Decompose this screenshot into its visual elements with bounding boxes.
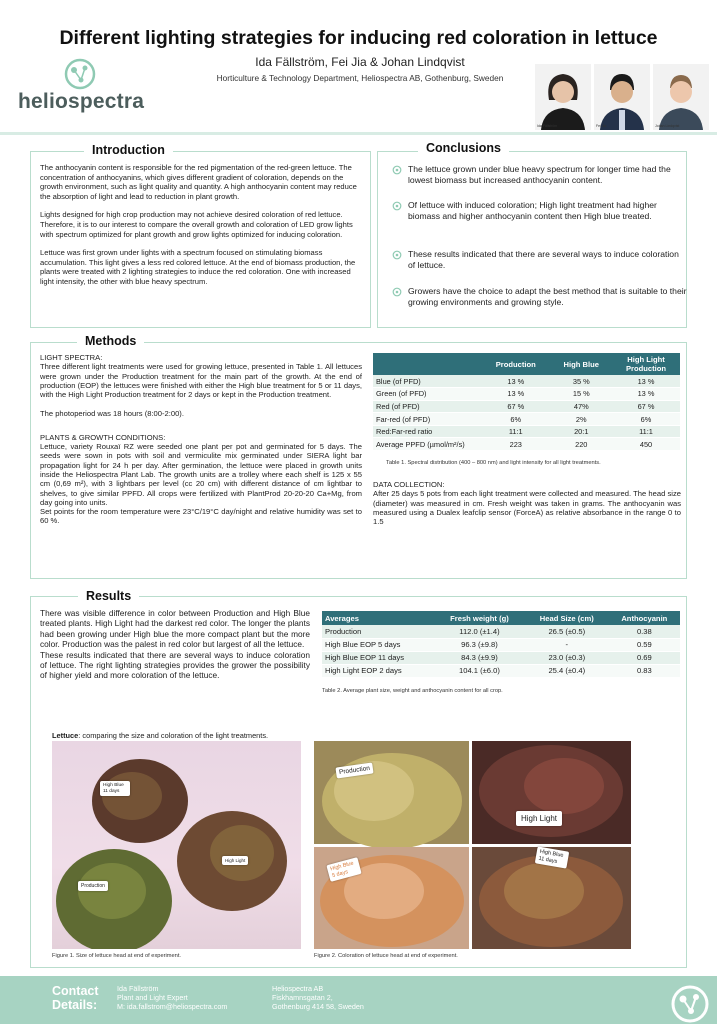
table-cell: 0.69	[609, 651, 680, 664]
introduction-paragraph: The anthocyanin content is responsible for the red pigmentation of the red-green lettuce. The concentration of anthocyanins, which gives different gradient of coloration, depends on the growth environment, such as light quality and quantity. A high anthocyanin content may reduce the absorption of light and lead to reduction in plant growth.	[40, 163, 357, 201]
conclusion-bullet	[392, 249, 688, 271]
fig2-label: High Blue 11 days	[535, 846, 569, 868]
table-row	[373, 400, 680, 413]
author-photo-2	[594, 64, 650, 130]
conclusion-bullet	[392, 286, 688, 308]
leaf-bullet-icon	[392, 287, 402, 297]
methods-heading: Methods	[77, 334, 144, 348]
conclusion-bullet	[392, 200, 688, 222]
conclusions-heading: Conclusions	[418, 141, 509, 155]
table-header-row	[373, 353, 680, 375]
table-cell: 0.83	[609, 664, 680, 677]
table-cell: 15 %	[551, 388, 612, 401]
table-header: Production	[481, 353, 551, 375]
person-name: Ida Fällström	[117, 984, 159, 993]
table-header: Averages	[322, 611, 434, 625]
introduction-paragraph: Lettuce was first grown under lights with a spectrum focused on stimulating biomass accumulation. This light gives a less red colored lettuce. At the end of biomass production, the plants were treated with 2 lighting strategies to induce the red coloration. One with increased light intensity, the other with blue heavy spectrum.	[40, 248, 356, 286]
author-photo-1	[535, 64, 591, 130]
results-paragraph: There was visible difference in color between Production and High Blue treated plants. High Light had the darkest red color. The longer the plants had been growing under High blue the more compact plant but the more color. Production was the palest in red color but largest of all the lettuce.	[40, 608, 310, 650]
table2-caption: Table 2. Average plant size, weight and anthocyanin content for all crop.	[322, 688, 503, 694]
table-row	[373, 388, 680, 401]
fig2-label: High Light	[516, 811, 562, 826]
conclusion-bullet	[392, 164, 688, 186]
table-cell: 0.38	[609, 625, 680, 638]
table-cell: Red:Far-red ratio	[373, 425, 481, 438]
table-cell: High Blue EOP 5 days	[322, 638, 434, 651]
table-cell: 6%	[612, 413, 680, 426]
conclusion-text: The lettuce grown under blue heavy spectrum for longer time had the lowest biomass but increased anthocyanin content.	[408, 164, 671, 186]
fig1-label: Production	[78, 881, 108, 891]
table-row	[373, 425, 680, 438]
leaf-bullet-icon	[392, 250, 402, 260]
introduction-text	[40, 163, 365, 296]
table-cell: 11:1	[612, 425, 680, 438]
leaf-bullet-icon	[392, 165, 402, 175]
data-collection-text: After 25 days 5 pots from each light treatment were collected and measured. The head size (diameter) was measured in cm. Fresh weight was taken in grams. The anthocyanin was measured using a Dualex leafclip sensor (ForceA) as relative absorbance in the range 0 to 1.5	[373, 489, 681, 527]
author-photo-caption: Fei Jia	[596, 124, 607, 128]
results-paragraph: These results indicated that there are several ways to induce coloration of lettuce. The right lighting strategies provides the grower the possibility of higher yield and more coloration of the lettuce.	[40, 649, 310, 681]
table-cell: 6%	[481, 413, 551, 426]
introduction-heading: Introduction	[84, 143, 173, 157]
fig1-label: High Blue 11 days	[100, 781, 130, 796]
table-cell: -	[525, 638, 609, 651]
table-cell: 220	[551, 438, 612, 451]
figure1-image	[52, 741, 301, 949]
table-cell: 13 %	[481, 375, 551, 388]
table-header: Anthocyanin	[609, 611, 680, 625]
table-row	[322, 638, 680, 651]
light-spectra-title: LIGHT SPECTRA:	[40, 353, 103, 362]
contact-label: Contact Details:	[52, 984, 99, 1012]
table-cell: 2%	[551, 413, 612, 426]
table-cell: 13 %	[612, 388, 680, 401]
conclusion-text: These results indicated that there are several ways to induce coloration of lettuce.	[408, 249, 679, 271]
table-cell: Blue (of PFD)	[373, 375, 481, 388]
table-cell: 20:1	[551, 425, 612, 438]
table-row	[373, 375, 680, 388]
figure-intro-rest: : comparing the size and coloration of the light treatments.	[78, 731, 269, 740]
table-cell: 23.0 (±0.3)	[525, 651, 609, 664]
logo-text: heliospectra	[18, 90, 145, 113]
table-header: High Blue	[551, 353, 612, 375]
table-cell: 26.5 (±0.5)	[525, 625, 609, 638]
conclusion-text: Growers have the choice to adapt the best method that is suitable to their growing environments and growing style.	[408, 286, 687, 308]
table-cell: Red (of PFD)	[373, 400, 481, 413]
table-cell: Far-red (of PFD)	[373, 413, 481, 426]
table-cell: 84.3 (±9.9)	[434, 651, 525, 664]
table-cell: 35 %	[551, 375, 612, 388]
plants-title: PLANTS & GROWTH CONDITIONS:	[40, 432, 166, 442]
figure-intro-bold: Lettuce	[52, 731, 79, 740]
table-row	[322, 651, 680, 664]
figure-intro	[52, 731, 268, 741]
table1-caption: Table 1. Spectral distribution (400 – 800 nm) and light intensity for all light treatments.	[386, 460, 601, 466]
logo-mark-icon	[60, 56, 100, 92]
leaf-bullet-icon	[392, 201, 402, 211]
table-header: High Light Production	[612, 353, 680, 375]
results-text	[40, 608, 310, 681]
person-details	[117, 985, 227, 1011]
table-row	[373, 413, 680, 426]
results-heading: Results	[78, 589, 139, 603]
table-header	[373, 353, 481, 375]
header-divider	[0, 132, 717, 135]
company-street: Fiskhamnsgatan 2,	[272, 992, 333, 1002]
table-cell: 13 %	[612, 375, 680, 388]
table-header: Head Size (cm)	[525, 611, 609, 625]
table-cell: 112.0 (±1.4)	[434, 625, 525, 638]
table-cell: High Light EOP 2 days	[322, 664, 434, 677]
table-cell: 96.3 (±9.8)	[434, 638, 525, 651]
lettuce-photo-icon	[52, 741, 301, 949]
company-city: Gothenburg 414 58, Sweden	[272, 1001, 364, 1011]
table-header: Fresh weight (g)	[434, 611, 525, 625]
table-cell: Production	[322, 625, 434, 638]
conclusion-text: Of lettuce with induced coloration; High light treatment had higher biomass and higher anthocyanin content then High blue treated.	[408, 200, 657, 222]
figure1-caption: Figure 1. Size of lettuce head at end of experiment.	[52, 953, 181, 959]
table-cell: 450	[612, 438, 680, 451]
poster-title: Different lighting strategies for inducing red coloration in lettuce	[59, 27, 658, 49]
data-collection	[373, 480, 681, 526]
photoperiod-text: The photoperiod was 18 hours (8:00-2:00).	[40, 409, 184, 419]
figure2-image	[314, 741, 631, 949]
company-details	[272, 985, 364, 1011]
plants-text: Lettuce, variety Rouxaï RZ were seeded one plant per pot and germinated for 5 days. The seeds were sown in pots with soil and vermiculite mix germinated under SIERA light bar propagation light for 24 h per day. After germination, the lettuce were placed in growth units inside the Heliospectra Plant Lab. The growth units are a trolley where each shelf is 125 x 55 cm (0,69 m²), with 3 lightbars per level (cc 20 cm) with different distance of cm lightbar to shelves, to give similar PPFD. All crops were fertilized with PlantProd 20-20-20 Ca+Mg, from day going into units.	[40, 442, 362, 507]
table-cell: 104.1 (±6.0)	[434, 664, 525, 677]
fig2-label: Production	[335, 762, 373, 778]
spectral-table	[373, 353, 680, 451]
table-cell: 11:1	[481, 425, 551, 438]
results-table	[322, 611, 680, 678]
table-cell: 223	[481, 438, 551, 451]
author-photo-3	[653, 64, 709, 130]
heliospectra-logo	[18, 56, 158, 116]
table-row	[322, 664, 680, 677]
fig2-label: High Blue 5 days	[326, 857, 361, 882]
figure2-caption: Figure 2. Coloration of lettuce head at end of experiment.	[314, 953, 458, 959]
author-photo-caption: Johan Lindqvist	[655, 124, 680, 128]
affiliation: Horticulture & Technology Department, Heliospectra AB, Gothenburg, Sweden	[216, 73, 504, 83]
authors: Ida Fällström, Fei Jia & Johan Lindqvist	[255, 55, 465, 69]
table-row	[373, 438, 680, 451]
data-collection-title: DATA COLLECTION:	[373, 480, 445, 489]
table-cell: 67 %	[612, 400, 680, 413]
table-row	[322, 625, 680, 638]
table-header-row	[322, 611, 680, 625]
person-email[interactable]: M: ida.fallstrom@heliospectra.com	[117, 1001, 228, 1011]
person-title: Plant and Light Expert	[117, 992, 188, 1002]
methods-text	[40, 353, 362, 526]
table-cell: Average PPFD (µmol/m²/s)	[373, 438, 481, 451]
footer-logo-icon	[668, 982, 712, 1024]
author-photo-caption: Ida Fällström	[537, 124, 558, 128]
table-cell: 47%	[551, 400, 612, 413]
company-name: Heliospectra AB	[272, 984, 324, 993]
light-spectra-text: Three different light treatments were used for growing lettuce, presented in Table 1. All lettuces were grown under the Production treatment for the main part of the growth. At the end of production (EOP) the lettuces were finished with either the High blue treatment for 5 or 11 days, with the High Light Production treatment for 2 days or kept in the Production treatment.	[40, 362, 362, 400]
fig1-label: High Light	[222, 856, 248, 865]
table-cell: 25.4 (±0.4)	[525, 664, 609, 677]
introduction-paragraph: Lights designed for high crop production may not achieve desired coloration of red lettuce. Therefore, it is to our interest to compare the overall growth and coloration of LED grow lights with spectrum optimized for plant growth and grow lights optimized for inducing coloration.	[40, 210, 353, 239]
table-cell: 13 %	[481, 388, 551, 401]
table-cell: High Blue EOP 11 days	[322, 651, 434, 664]
table-cell: Green (of PFD)	[373, 388, 481, 401]
table-cell: 0.59	[609, 638, 680, 651]
table-cell: 67 %	[481, 400, 551, 413]
setpoints-text: Set points for the room temperature were 23°C/19°C day/night and relative humidity was set to 60 %.	[40, 507, 362, 526]
